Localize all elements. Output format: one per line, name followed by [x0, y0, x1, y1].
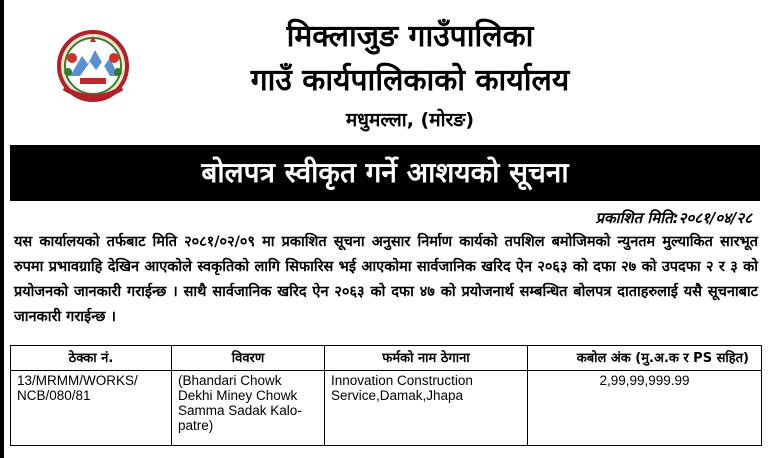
cell-amount: 2,99,99,999.99 — [528, 371, 762, 446]
notice-title: बोलपत्र स्वीकृत गर्ने आशयको सूचना — [10, 145, 760, 201]
award-table — [10, 345, 762, 446]
header-description: विवरण — [172, 346, 325, 371]
published-date: २०८१/०४/२८ — [678, 209, 752, 227]
municipality-name: मिक्लाजुङ गाउँपालिका — [286, 19, 534, 54]
cell-description: (Bhandari Chowk Dekhi Miney Chowk Samma Sadak Kalo-patre) — [172, 371, 325, 446]
header-firm: फर्मको नाम ठेगाना — [325, 346, 528, 371]
header-contract-no: ठेक्का नं. — [11, 346, 172, 371]
published-label: प्रकाशित मिति: — [595, 209, 679, 227]
office-name: गाउँ कार्यपालिकाको कार्यालय — [250, 63, 570, 98]
notice-body: यस कार्यालयको तर्फबाट मिति २०८१/०२/०९ मा प्रकाशित सूचना अनुसार निर्माण कार्यको तपशिल बमोजिमको न्युनतम मुल्याकित सारभूत रुपमा प्रभावग्राहि देखिन आएकोले स्वकृतिको लागि सिफारिस भई आएकोमा सार्वजानिक खरिद ऐन २०६३ को दफा २७ को उपदफा २ र ३ को प्रयोजनको जानकारी गराईन्छ । साथै सार्वजानिक खरिद ऐन २०६३ को दफा ४७ को प्रयोजनार्थ सम्बन्धित बोलपत्र दाताहरुलाई यसै सूचनाबाट जानकारी गराईन्छ । — [14, 234, 758, 325]
cell-contract-no: 13/MRMM/WORKS/ NCB/080/81 — [11, 371, 172, 446]
office-address: मधुमल्ला, (मोरङ) — [345, 109, 475, 131]
table-row — [11, 371, 762, 446]
table-header-row — [11, 346, 762, 371]
header-amount: कबोल अंक (मु.अ.क र PS सहित) — [528, 346, 762, 371]
cell-firm: Innovation Construction Service,Damak,Jhapa — [325, 371, 528, 446]
published-date-line — [596, 208, 752, 228]
